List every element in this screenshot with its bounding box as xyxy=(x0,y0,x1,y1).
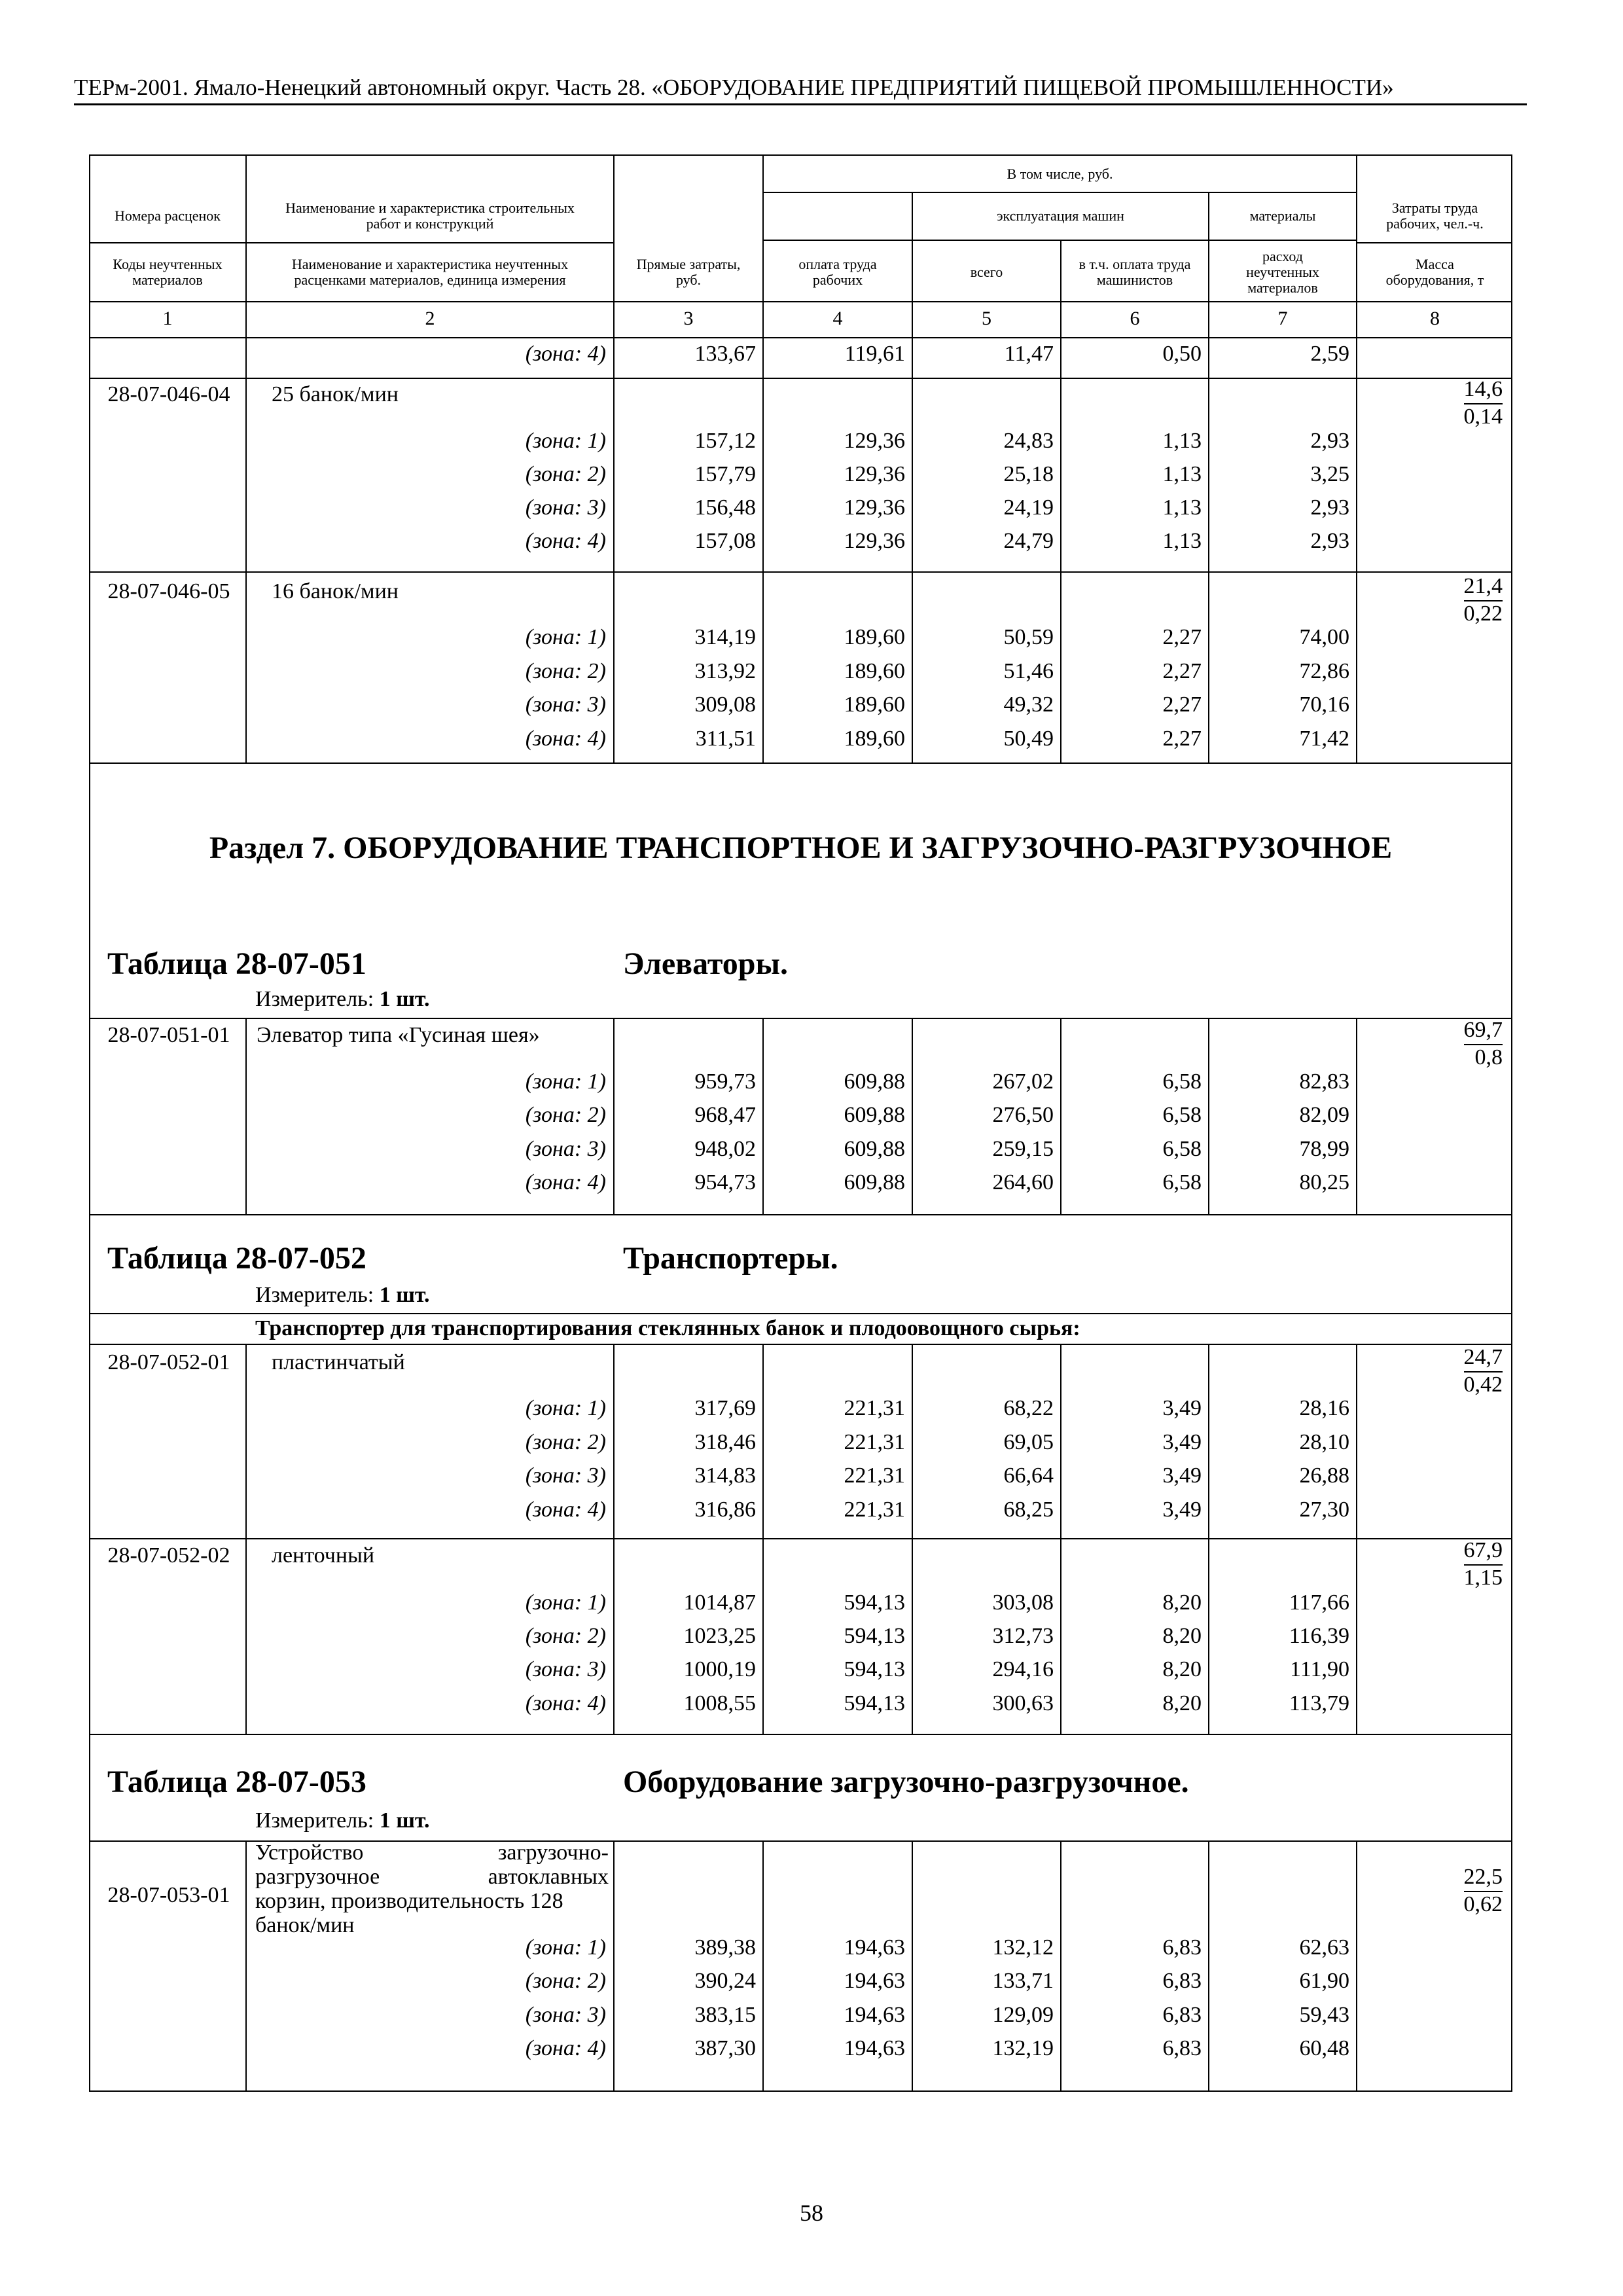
hline xyxy=(89,378,1512,379)
col-number: 3 xyxy=(683,308,694,329)
table-label: Таблица 28-07-053 xyxy=(107,1765,366,1799)
table-title: Оборудование загрузочно-разгрузочное. xyxy=(623,1765,1189,1799)
hline-right xyxy=(1356,242,1512,243)
cost-value: 309,08 xyxy=(694,692,756,717)
header-col1-top: Номера расценок xyxy=(115,207,221,224)
table-unit: Измеритель: 1 шт. xyxy=(255,1283,430,1307)
cost-value: 189,60 xyxy=(844,659,905,683)
cost-value: 62,63 xyxy=(1299,1935,1349,1960)
cost-value: 6,83 xyxy=(1162,1935,1202,1960)
cost-value: 6,58 xyxy=(1162,1069,1202,1094)
cost-value: 189,60 xyxy=(844,625,905,649)
labor-cost: 67,9 xyxy=(1464,1538,1503,1566)
rate-name-line: разгрузочное автоклавных xyxy=(255,1865,609,1889)
cost-value: 317,69 xyxy=(694,1396,756,1420)
col-number: 2 xyxy=(425,308,435,329)
cost-value: 314,19 xyxy=(694,625,756,649)
header-machines: эксплуатация машин xyxy=(997,207,1124,224)
vline xyxy=(1356,337,1357,762)
cost-value: 609,88 xyxy=(844,1069,905,1094)
cost-value: 157,79 xyxy=(694,462,756,486)
rate-name xyxy=(255,1840,609,1937)
hline xyxy=(89,1018,1512,1019)
cost-value: 11,47 xyxy=(1004,342,1054,366)
header-col7: расход неучтенных материалов xyxy=(1246,248,1319,296)
cost-value: 156,48 xyxy=(694,495,756,520)
cost-value: 594,13 xyxy=(844,1624,905,1648)
zone-label: (зона: 1) xyxy=(525,1935,606,1960)
equipment-mass: 0,42 xyxy=(1463,1372,1503,1397)
cost-value: 71,42 xyxy=(1299,726,1349,751)
cost-value: 116,39 xyxy=(1289,1624,1349,1648)
cost-value: 157,12 xyxy=(694,429,756,453)
hline xyxy=(89,571,1512,573)
zone-label: (зона: 1) xyxy=(525,1396,606,1420)
cost-value: 959,73 xyxy=(694,1069,756,1094)
header-materials: материалы xyxy=(1249,207,1316,224)
labor-mass-fraction xyxy=(1361,574,1509,626)
cost-value: 303,08 xyxy=(992,1590,1054,1615)
rate-name: Элеватор типа «Гусиная шея» xyxy=(257,1023,540,1047)
rate-code: 28-07-052-02 xyxy=(107,1543,230,1568)
cost-value: 267,02 xyxy=(992,1069,1054,1094)
cost-value: 0,50 xyxy=(1162,342,1202,366)
zone-label: (зона: 4) xyxy=(525,2036,606,2060)
col-number: 6 xyxy=(1130,308,1140,329)
rate-code: 28-07-046-04 xyxy=(107,382,230,406)
zone-label: (зона: 3) xyxy=(525,692,606,717)
cost-value: 312,73 xyxy=(992,1624,1054,1648)
cost-value: 221,31 xyxy=(844,1430,905,1454)
cost-value: 24,19 xyxy=(1003,495,1054,520)
cost-value: 111,90 xyxy=(1290,1657,1349,1681)
cost-value: 80,25 xyxy=(1299,1170,1349,1194)
cost-value: 318,46 xyxy=(694,1430,756,1454)
cost-value: 2,93 xyxy=(1310,495,1349,520)
rate-name-line: Устройство загрузочно- xyxy=(255,1840,609,1865)
hline-group xyxy=(762,192,1357,193)
cost-value: 28,16 xyxy=(1299,1396,1349,1420)
cost-value: 25,18 xyxy=(1003,462,1054,486)
cost-value: 264,60 xyxy=(992,1170,1054,1194)
zone-label: (зона: 2) xyxy=(525,659,606,683)
header-col4: оплата труда рабочих xyxy=(798,256,877,288)
cost-value: 129,36 xyxy=(844,462,905,486)
zone-label: (зона: 1) xyxy=(525,429,606,453)
cost-value: 74,00 xyxy=(1299,625,1349,649)
cost-value: 1,13 xyxy=(1162,462,1202,486)
cost-value: 948,02 xyxy=(694,1137,756,1161)
cost-value: 6,58 xyxy=(1162,1103,1202,1127)
cost-value: 6,83 xyxy=(1162,2036,1202,2060)
cost-value: 24,83 xyxy=(1003,429,1054,453)
zone-label: (зона: 3) xyxy=(525,2003,606,2027)
labor-mass-fraction xyxy=(1361,1018,1509,1070)
header-col3: Прямые затраты, руб. xyxy=(636,256,741,288)
header-col2-bottom: Наименование и характеристика неучтенных расценками материалов, единица измерения xyxy=(291,256,569,288)
col-number: 5 xyxy=(982,308,991,329)
cost-value: 129,09 xyxy=(992,2003,1054,2027)
rate-code: 28-07-052-01 xyxy=(107,1350,230,1374)
cost-value: 609,88 xyxy=(844,1170,905,1194)
zone-label: (зона: 1) xyxy=(525,625,606,649)
equipment-mass: 0,8 xyxy=(1474,1045,1503,1069)
hline-header-bottom xyxy=(89,301,1512,302)
zone-label: (зона: 2) xyxy=(525,1103,606,1127)
table-title: Элеваторы. xyxy=(623,946,788,981)
cost-value: 1,13 xyxy=(1162,429,1202,453)
labor-mass-fraction xyxy=(1361,1538,1509,1590)
zone-label: (зона: 2) xyxy=(525,1624,606,1648)
cost-value: 117,66 xyxy=(1289,1590,1349,1615)
header-col8-bottom: Масса оборудования, т xyxy=(1385,256,1484,288)
zone-label: (зона: 3) xyxy=(525,495,606,520)
equipment-mass: 0,62 xyxy=(1463,1892,1503,1916)
cost-value: 2,27 xyxy=(1162,659,1202,683)
cost-value: 594,13 xyxy=(844,1657,905,1681)
cost-value: 609,88 xyxy=(844,1103,905,1127)
rate-name: 16 банок/мин xyxy=(272,579,399,603)
cost-value: 3,49 xyxy=(1162,1396,1202,1420)
zone-label: (зона: 2) xyxy=(525,1969,606,1993)
rate-name-line: банок/мин xyxy=(255,1913,355,1937)
cost-value: 390,24 xyxy=(694,1969,756,1993)
cost-value: 194,63 xyxy=(844,1935,905,1960)
cost-value: 60,48 xyxy=(1299,2036,1349,2060)
labor-mass-fraction xyxy=(1361,377,1509,429)
cost-value: 6,83 xyxy=(1162,2003,1202,2027)
cost-value: 2,93 xyxy=(1310,529,1349,553)
cost-value: 221,31 xyxy=(844,1463,905,1488)
section-title: Раздел 7. ОБОРУДОВАНИЕ ТРАНСПОРТНОЕ И ЗАГРУЗОЧНО-РАЗГРУЗОЧНОЕ xyxy=(209,831,1393,865)
cost-value: 1000,19 xyxy=(683,1657,756,1681)
table-subheading: Транспортер для транспортирования стеклянных банок и плодоовощного сырья: xyxy=(255,1316,1080,1340)
cost-value: 8,20 xyxy=(1162,1624,1202,1648)
zone-label: (зона: 4) xyxy=(525,1170,606,1194)
rate-code: 28-07-051-01 xyxy=(107,1023,230,1047)
cost-value: 221,31 xyxy=(844,1498,905,1522)
cost-value: 113,79 xyxy=(1289,1691,1349,1715)
cost-value: 2,27 xyxy=(1162,625,1202,649)
col-number: 4 xyxy=(832,308,843,329)
zone-label: (зона: 2) xyxy=(525,1430,606,1454)
cost-value: 82,83 xyxy=(1299,1069,1349,1094)
cost-value: 2,93 xyxy=(1310,429,1349,453)
cost-value: 61,90 xyxy=(1299,1969,1349,1993)
cost-value: 51,46 xyxy=(1003,659,1054,683)
cost-value: 221,31 xyxy=(844,1396,905,1420)
cost-value: 133,67 xyxy=(694,342,756,366)
cost-value: 59,43 xyxy=(1299,2003,1349,2027)
cost-value: 1014,87 xyxy=(683,1590,756,1615)
zone-label: (зона: 2) xyxy=(525,462,606,486)
hline-sub xyxy=(762,240,1357,241)
cost-value: 50,59 xyxy=(1003,625,1054,649)
header-col8-top: Затраты труда рабочих, чел.-ч. xyxy=(1386,200,1484,232)
cost-value: 311,51 xyxy=(695,726,756,751)
cost-value: 294,16 xyxy=(992,1657,1054,1681)
header-group: В том числе, руб. xyxy=(1007,166,1113,182)
cost-value: 3,49 xyxy=(1162,1430,1202,1454)
equipment-mass: 0,14 xyxy=(1463,404,1503,429)
cost-value: 49,32 xyxy=(1003,692,1054,717)
zone-label: (зона: 3) xyxy=(525,1463,606,1488)
cost-value: 968,47 xyxy=(694,1103,756,1127)
col-number: 8 xyxy=(1430,308,1440,329)
cost-value: 82,09 xyxy=(1299,1103,1349,1127)
hline xyxy=(89,1734,1512,1735)
rate-name-line: корзин, производительность 128 xyxy=(255,1889,563,1913)
cost-value: 276,50 xyxy=(992,1103,1054,1127)
cost-value: 8,20 xyxy=(1162,1657,1202,1681)
rate-name: пластинчатый xyxy=(272,1350,405,1374)
vline xyxy=(1356,1840,1357,2092)
cost-value: 2,27 xyxy=(1162,692,1202,717)
labor-mass-fraction xyxy=(1361,1345,1509,1397)
cost-value: 72,86 xyxy=(1299,659,1349,683)
cost-value: 24,79 xyxy=(1003,529,1054,553)
cost-value: 129,36 xyxy=(844,429,905,453)
header-col5: всего xyxy=(970,264,1003,280)
cost-value: 2,27 xyxy=(1162,726,1202,751)
cost-value: 609,88 xyxy=(844,1137,905,1161)
cost-value: 6,58 xyxy=(1162,1137,1202,1161)
cost-value: 129,36 xyxy=(844,495,905,520)
header-col1-bottom: Коды неучтенных материалов xyxy=(113,256,223,288)
rate-code: 28-07-046-05 xyxy=(107,579,230,603)
table-label: Таблица 28-07-052 xyxy=(107,1241,366,1276)
running-header: ТЕРм-2001. Ямало-Ненецкий автономный округ. Часть 28. «ОБОРУДОВАНИЕ ПРЕДПРИЯТИЙ ПИЩЕВОЙ ПРОМЫШЛЕННОСТИ» xyxy=(74,73,1527,105)
cost-value: 119,61 xyxy=(844,342,905,366)
labor-mass-fraction xyxy=(1361,1865,1509,1917)
cost-value: 2,59 xyxy=(1310,342,1349,366)
cost-value: 3,25 xyxy=(1310,462,1349,486)
labor-cost: 22,5 xyxy=(1464,1865,1503,1892)
cost-value: 6,83 xyxy=(1162,1969,1202,1993)
hline xyxy=(89,762,1512,764)
cost-value: 194,63 xyxy=(844,2036,905,2060)
cost-value: 194,63 xyxy=(844,1969,905,1993)
zone-label: (зона: 3) xyxy=(525,1137,606,1161)
cost-value: 1008,55 xyxy=(683,1691,756,1715)
hline-colnums xyxy=(89,337,1512,338)
cost-value: 133,71 xyxy=(992,1969,1054,1993)
cost-value: 132,19 xyxy=(992,2036,1054,2060)
zone-label: (зона: 3) xyxy=(525,1657,606,1681)
hline xyxy=(89,1538,1512,1539)
header-col6: в т.ч. оплата труда машинистов xyxy=(1079,256,1191,288)
cost-value: 129,36 xyxy=(844,529,905,553)
zone-label: (зона: 4) xyxy=(525,1691,606,1715)
hline xyxy=(89,1344,1512,1345)
col-number: 7 xyxy=(1277,308,1288,329)
zone-label: (зона: 4) xyxy=(525,342,606,366)
cost-value: 314,83 xyxy=(694,1463,756,1488)
cost-value: 66,64 xyxy=(1003,1463,1054,1488)
rate-name: ленточный xyxy=(272,1543,375,1568)
page-number: 58 xyxy=(800,2200,823,2226)
cost-value: 3,49 xyxy=(1162,1498,1202,1522)
labor-cost: 21,4 xyxy=(1464,574,1503,601)
cost-value: 1,13 xyxy=(1162,529,1202,553)
labor-cost: 24,7 xyxy=(1464,1345,1503,1372)
cost-value: 68,25 xyxy=(1003,1498,1054,1522)
labor-cost: 14,6 xyxy=(1464,377,1503,404)
cost-value: 594,13 xyxy=(844,1691,905,1715)
vline xyxy=(1356,1018,1357,1214)
rate-code: 28-07-053-01 xyxy=(107,1883,230,1907)
hline-left xyxy=(89,242,613,243)
cost-value: 300,63 xyxy=(992,1691,1054,1715)
cost-value: 954,73 xyxy=(694,1170,756,1194)
zone-label: (зона: 4) xyxy=(525,726,606,751)
cost-value: 1023,25 xyxy=(683,1624,756,1648)
cost-value: 50,49 xyxy=(1003,726,1054,751)
cost-value: 69,05 xyxy=(1003,1430,1054,1454)
cost-value: 26,88 xyxy=(1299,1463,1349,1488)
cost-value: 259,15 xyxy=(992,1137,1054,1161)
cost-value: 3,49 xyxy=(1162,1463,1202,1488)
zone-label: (зона: 4) xyxy=(525,1498,606,1522)
table-unit: Измеритель: 1 шт. xyxy=(255,1808,430,1833)
cost-value: 1,13 xyxy=(1162,495,1202,520)
cost-value: 189,60 xyxy=(844,692,905,717)
zone-label: (зона: 1) xyxy=(525,1069,606,1094)
cost-value: 68,22 xyxy=(1003,1396,1054,1420)
table-unit: Измеритель: 1 шт. xyxy=(255,987,430,1011)
cost-value: 316,86 xyxy=(694,1498,756,1522)
hline xyxy=(89,1313,1512,1314)
equipment-mass: 0,22 xyxy=(1463,601,1503,626)
col-number: 1 xyxy=(162,308,173,329)
zone-label: (зона: 1) xyxy=(525,1590,606,1615)
cost-value: 594,13 xyxy=(844,1590,905,1615)
labor-cost: 69,7 xyxy=(1464,1018,1503,1045)
table-title: Транспортеры. xyxy=(623,1241,838,1276)
cost-value: 389,38 xyxy=(694,1935,756,1960)
cost-value: 28,10 xyxy=(1299,1430,1349,1454)
zone-label: (зона: 4) xyxy=(525,529,606,553)
cost-value: 132,12 xyxy=(992,1935,1054,1960)
rate-name: 25 банок/мин xyxy=(272,382,399,406)
cost-value: 6,58 xyxy=(1162,1170,1202,1194)
equipment-mass: 1,15 xyxy=(1463,1566,1503,1590)
cost-value: 383,15 xyxy=(694,2003,756,2027)
cost-value: 157,08 xyxy=(694,529,756,553)
cost-value: 194,63 xyxy=(844,2003,905,2027)
cost-value: 70,16 xyxy=(1299,692,1349,717)
header-col2-top: Наименование и характеристика строительных работ и конструкций xyxy=(285,200,575,232)
table-label: Таблица 28-07-051 xyxy=(107,946,366,981)
cost-value: 78,99 xyxy=(1299,1137,1349,1161)
cost-value: 189,60 xyxy=(844,726,905,751)
hline xyxy=(89,1214,1512,1215)
cost-value: 8,20 xyxy=(1162,1590,1202,1615)
cost-value: 313,92 xyxy=(694,659,756,683)
cost-value: 387,30 xyxy=(694,2036,756,2060)
cost-value: 8,20 xyxy=(1162,1691,1202,1715)
cost-value: 27,30 xyxy=(1299,1498,1349,1522)
